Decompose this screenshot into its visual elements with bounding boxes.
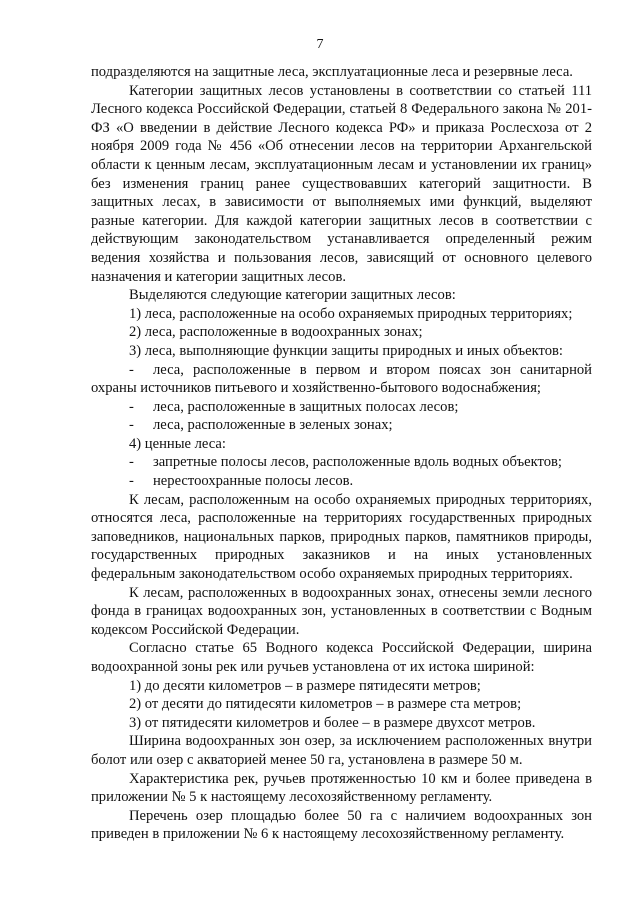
paragraph-water-protection-zones: К лесам, расположенных в водоохранных зонах, отнесены земли лесного фонда в границах водоохранных зон, установленных в соответствии с Водным кодексом Российской Федерации. <box>91 584 592 638</box>
paragraph-lake-zones: Ширина водоохранных зон озер, за исключением расположенных внутри болот или озер с акваторией менее 50 га, установлена в размере 50 м. <box>91 733 592 768</box>
document-body <box>91 63 592 844</box>
category-item-3: 3) леса, выполняющие функции защиты природных и иных объектов: <box>129 342 563 359</box>
paragraph-rivers-appendix: Характеристика рек, ручьев протяженностью 10 км и более приведена в приложении № 5 к настоящему лесохозяйственному регламенту. <box>91 770 592 806</box>
paragraph-protective-forest-categories: Категории защитных лесов установлены в соответствии со статьей 111 Лесного кодекса Российской Федерации, статьей 8 Федерального закона № 201-ФЗ «О введении в действие Лесного кодекса РФ» и приказа Рослесхоза от 2 ноября 2009 года № 456 «Об отнесении лесов на территории Архангельской области к ценным лесам, эксплуатационным лесам и установлении их границ» без изменения границ ранее существовавших категорий защитности. В защитных лесах, в зависимости от выполняемых ими функций, выделяют разные категории. Для каждой категории защитных лесов в соответствии с действующим законодательством устанавливается определенный режим ведения хозяйства и пользования лесов, зависящий от основного целевого назначения и категории защитных лесов. <box>91 82 592 285</box>
paragraph-water-code-article: Согласно статье 65 Водного кодекса Российской Федерации, ширина водоохранной зоны рек или ручьев установлена от их истока шириной: <box>91 640 592 675</box>
paragraph-protected-territories: К лесам, расположенным на особо охраняемых природных территориях, относятся леса, расположенные на территориях государственных природных заповедников, национальных парков, природных парков, памятников природы, государственных природных заказников и на иных установленных федеральным законодательством особо охраняемых природных территориях. <box>91 491 592 583</box>
width-item-1: 1) до десяти километров – в размере пятидесяти метров; <box>129 677 481 694</box>
category-item-1: 1) леса, расположенные на особо охраняемых природных территориях; <box>129 305 573 322</box>
dash-marker: - <box>129 361 134 378</box>
dash-item-protective-strips <box>91 398 592 417</box>
width-item-3: 3) от пятидесяти километров и более – в размере двухсот метров. <box>129 714 536 731</box>
page-number: 7 <box>316 37 324 52</box>
dash-item-forbidden-strips <box>91 453 592 472</box>
category-item-2: 2) леса, расположенные в водоохранных зонах; <box>129 324 423 341</box>
paragraph-categories-intro: Выделяются следующие категории защитных лесов: <box>129 287 456 304</box>
dash-marker: - <box>129 473 134 490</box>
dash-marker: - <box>129 417 134 434</box>
dash-item-green-zones <box>91 416 592 435</box>
dash-item-spawning-strips <box>91 472 592 491</box>
dash-item-sanitary-zones <box>91 361 592 398</box>
dash-item-text: леса, расположенные в защитных полосах лесов; <box>153 398 459 415</box>
category-item-4: 4) ценные леса: <box>129 435 226 452</box>
paragraph-lakes-appendix: Перечень озер площадью более 50 га с наличием водоохранных зон приведен в приложении № 6 к настоящему лесохозяйственному регламенту. <box>91 807 592 843</box>
dash-marker: - <box>129 398 134 415</box>
dash-marker: - <box>129 454 134 471</box>
paragraph-continuation: подразделяются на защитные леса, эксплуатационные леса и резервные леса. <box>91 64 573 80</box>
dash-item-text: леса, расположенные в зеленых зонах; <box>153 417 393 434</box>
dash-item-text: леса, расположенные в первом и втором поясах зон санитарной охраны источников питьевого и хозяйственно-бытового водоснабжения; <box>91 361 592 397</box>
dash-item-text: нерестоохранные полосы лесов. <box>153 473 354 490</box>
width-item-2: 2) от десяти до пятидесяти километров – в размере ста метров; <box>129 696 522 713</box>
dash-item-text: запретные полосы лесов, расположенные вдоль водных объектов; <box>153 454 562 471</box>
